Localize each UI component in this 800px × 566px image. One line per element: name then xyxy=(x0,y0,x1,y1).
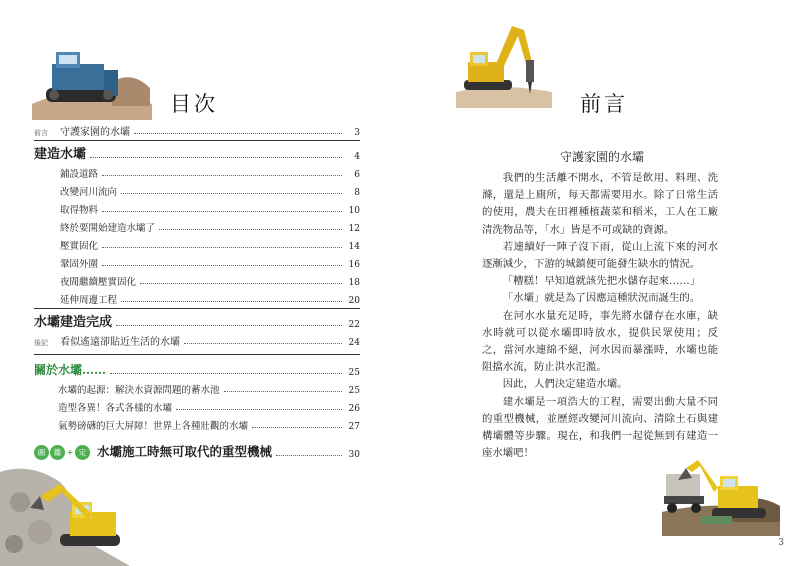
toc-text: 關於水壩…… xyxy=(34,363,107,377)
toc-page: 30 xyxy=(348,450,360,460)
toc-page: 18 xyxy=(348,278,360,288)
toc-page: 25 xyxy=(348,386,360,396)
toc-entry-sub[interactable] xyxy=(34,180,360,198)
badge-char: 定 xyxy=(75,445,90,460)
toc-entry-sub[interactable] xyxy=(34,270,360,288)
excavator-rocks-illustration xyxy=(0,462,130,566)
toc-text: 終於要開始建造水壩了 xyxy=(60,223,156,234)
toc-entry-dam-complete[interactable] xyxy=(34,308,360,330)
toc-page: 16 xyxy=(348,260,360,270)
toc-page: 20 xyxy=(348,296,360,306)
preface-body xyxy=(482,170,718,462)
toc-page: 6 xyxy=(354,170,360,180)
dot-leader xyxy=(184,343,342,344)
toc-text: 看似遙遠卻貼近生活的水壩 xyxy=(60,337,180,348)
page-number: 3 xyxy=(778,538,784,548)
toc-entry-sub[interactable] xyxy=(34,198,360,216)
dot-leader xyxy=(121,301,342,302)
toc-entry-sub[interactable] xyxy=(34,162,360,180)
toc-entry-about-dams[interactable] xyxy=(34,354,360,378)
toc-entry-preface[interactable] xyxy=(34,120,360,138)
table-of-contents xyxy=(34,120,360,460)
toc-page: 12 xyxy=(348,224,360,234)
toc-page: 14 xyxy=(348,242,360,252)
toc-text: 造型各異！各式各樣的水壩 xyxy=(58,403,173,414)
preface-title: 前言 xyxy=(580,92,628,116)
toc-title: 目次 xyxy=(170,92,218,116)
badge-char: 圖 xyxy=(34,445,49,460)
preface-paragraph: 若連續好一陣子沒下雨，從山上流下來的河水逐漸減少，下游的城鎮便可能發生缺水的情況。 xyxy=(482,240,718,271)
toc-prefix: 後記 xyxy=(34,339,48,347)
dot-leader xyxy=(176,409,342,410)
preface-paragraph: 「水壩」就是為了因應這種狀況而誕生的。 xyxy=(502,292,701,305)
excavator-dumptruck-illustration xyxy=(662,452,780,536)
toc-page: 24 xyxy=(348,338,360,348)
preface-paragraph: 「糟糕！早知道就該先把水儲存起來……」 xyxy=(502,275,701,288)
toc-text: 建造水壩 xyxy=(34,147,87,162)
toc-page: 3 xyxy=(354,128,360,138)
dot-leader xyxy=(159,229,342,230)
dot-leader xyxy=(121,193,342,194)
toc-text: 夜間繼續壓實固化 xyxy=(60,277,137,288)
toc-text: 守護家園的水壩 xyxy=(60,127,130,138)
toc-page: 22 xyxy=(348,320,360,330)
dot-leader xyxy=(276,455,342,456)
toc-entry-sub[interactable] xyxy=(34,378,360,396)
preface-paragraph: 我們的生活離不開水，不管是飲用、料理、洗滌，還是上廁所，每天都需要用水。除了日常生活的使用，農夫在田裡種植蔬菜和稻米，工人在工廠清洗物品等，「水」皆是不可或缺的資源。 xyxy=(482,172,718,236)
right-page xyxy=(400,0,800,566)
badge-char: + xyxy=(66,445,74,460)
toc-page: 27 xyxy=(348,422,360,432)
toc-entry-sub[interactable] xyxy=(34,414,360,432)
dot-leader xyxy=(224,391,342,392)
toc-entry-build-dam[interactable] xyxy=(34,140,360,162)
toc-page: 10 xyxy=(348,206,360,216)
dot-leader xyxy=(134,133,342,134)
excavator-breaker-illustration xyxy=(456,22,552,108)
preface-subtitle: 守護家園的水壩 xyxy=(560,150,645,164)
dot-leader xyxy=(116,325,342,326)
dot-leader xyxy=(252,427,342,428)
toc-entry-sub[interactable] xyxy=(34,288,360,306)
toc-text: 水壩的起源：解決水資源問題的蓄水池 xyxy=(58,385,220,396)
toc-entry-heavy-machinery[interactable] xyxy=(34,436,360,460)
preface-paragraph: 因此，人們決定建造水壩。 xyxy=(502,378,628,391)
toc-entry-sub[interactable] xyxy=(34,252,360,270)
dot-leader xyxy=(102,211,342,212)
toc-page: 8 xyxy=(354,188,360,198)
preface-paragraph: 在河水水量充足時，事先將水儲存在水庫，缺水時就可以從水壩即時放水，提供民眾使用；反之，當河水連綿不絕，河水因而暴漲時，水壩也能阻擋水流，防止洪水氾濫。 xyxy=(482,309,718,374)
toc-text: 鋪設道路 xyxy=(60,169,99,180)
toc-page: 4 xyxy=(354,152,360,162)
toc-text: 水壩建造完成 xyxy=(34,315,113,330)
toc-text: 水壩施工時無可取代的重型機械 xyxy=(97,444,273,459)
dot-leader xyxy=(102,247,342,248)
toc-page: 25 xyxy=(348,368,360,378)
toc-prefix: 前言 xyxy=(34,129,48,137)
toc-page: 26 xyxy=(348,404,360,414)
badge-char: 鑑 xyxy=(50,445,65,460)
toc-text: 鞏固外圍 xyxy=(60,259,99,270)
preface-paragraph: 建水壩是一項浩大的工程，需要出動大量不同的重型機械，並歷經改變河川流向、清除土石與建構壩體等步驟。現在，和我們一起從無到有建造一座水壩吧！ xyxy=(482,395,718,460)
toc-text: 氣勢磅礴的巨大屏障！世界上各種壯觀的水壩 xyxy=(58,421,249,432)
dot-leader xyxy=(102,265,342,266)
toc-text: 延伸周邊工程 xyxy=(60,295,118,306)
toc-entry-sub[interactable] xyxy=(34,396,360,414)
toc-entry-afterword[interactable] xyxy=(34,330,360,348)
toc-entry-sub[interactable] xyxy=(34,216,360,234)
dot-leader xyxy=(90,157,342,158)
toc-text: 取得物料 xyxy=(60,205,99,216)
dot-leader xyxy=(140,283,342,284)
toc-text: 改變河川流向 xyxy=(60,187,118,198)
dot-leader xyxy=(110,373,342,374)
toc-text: 壓實固化 xyxy=(60,241,99,252)
bulldozer-illustration xyxy=(32,42,152,120)
illustrated-guide-badge xyxy=(34,445,91,460)
toc-entry-sub[interactable] xyxy=(34,234,360,252)
dot-leader xyxy=(102,175,342,176)
